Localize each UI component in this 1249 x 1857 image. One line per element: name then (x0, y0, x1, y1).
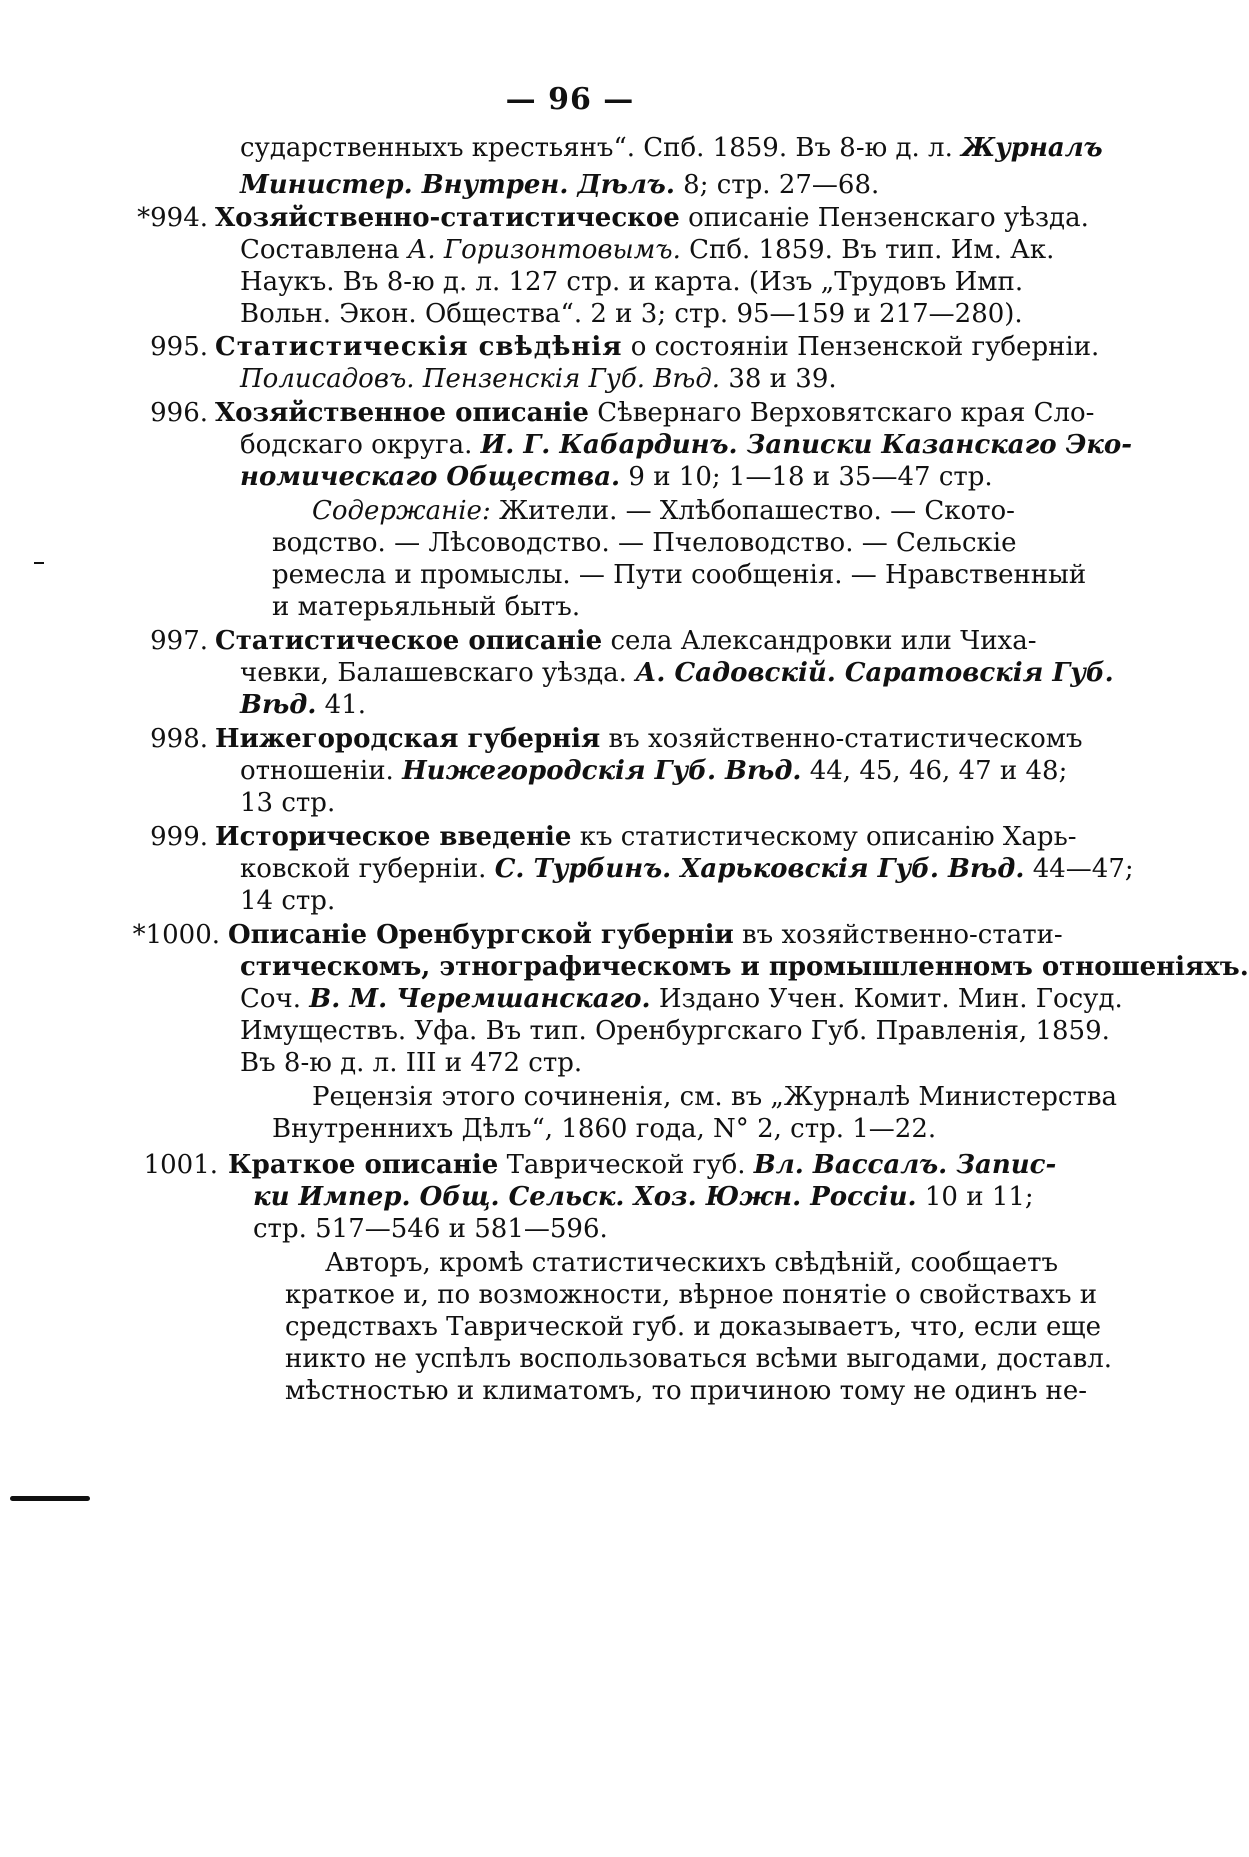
entry-number-996: 996. (150, 398, 208, 428)
continuation-line-1: сударственныхъ крестьянъ“. Спб. 1859. Въ 8-ю д. л. Журналъ (240, 133, 1103, 163)
entry-1000-line-5: Въ 8-ю д. л. III и 472 стр. (240, 1048, 583, 1078)
entry-994-line-3: Наукъ. Въ 8-ю д. л. 127 стр. и карта. (Изъ „Трудовъ Имп. (240, 267, 1024, 297)
entry-997-line-3: Вѣд. 41. (240, 690, 367, 720)
entry-994-line-1: Хозяйственно-статистическое описаніе Пензенскаго уѣзда. (215, 203, 1089, 233)
entry-998-line-1: Нижегородская губернія въ хозяйственно-статистическомъ (215, 724, 1083, 754)
entry-995-line-2: Полисадовъ. Пензенскія Губ. Вѣд. 38 и 39. (240, 364, 837, 394)
entry-995-line-1: Статистическія свѣдѣнія о состояніи Пензенской губерніи. (215, 332, 1100, 362)
entry-994-line-4: Вольн. Экон. Общества“. 2 и 3; стр. 95—159 и 217—280). (240, 299, 1023, 329)
entry-number-1001: 1001. (143, 1150, 218, 1180)
entry-number-997: 997. (150, 626, 208, 656)
entry-996-line-3: номическаго Общества. 9 и 10; 1—18 и 35—47 стр. (240, 462, 993, 492)
entry-1001-note-3: средствахъ Таврической губ. и доказываетъ, что, если еще (285, 1312, 1101, 1342)
entry-997-line-2: чевки, Балашевскаго уѣзда. А. Садовскій. Саратовскія Губ. (240, 658, 1114, 688)
entry-998-line-2: отношеніи. Нижегородскія Губ. Вѣд. 44, 45, 46, 47 и 48; (240, 756, 1068, 786)
entry-1000-line-1: Описаніе Оренбургской губерніи въ хозяйственно-стати- (228, 920, 1063, 950)
entry-997-line-1: Статистическое описаніе села Александровки или Чиха- (215, 626, 1037, 656)
entry-1001-note-1: Авторъ, кромѣ статистическихъ свѣдѣній, сообщаетъ (325, 1248, 1058, 1278)
entry-999-line-1: Историческое введеніе къ статистическому описанію Харь- (215, 822, 1077, 852)
entry-1001-note-2: краткое и, по возможности, вѣрное понятіе о свойствахъ и (285, 1280, 1098, 1310)
entry-1001-line-2: ки Импер. Общ. Сельск. Хоз. Южн. Россіи. 10 и 11; (253, 1182, 1034, 1212)
entry-994-line-2: Составлена А. Горизонтовымъ. Спб. 1859. Въ тип. Им. Ак. (240, 235, 1055, 265)
entry-996-note-1: Содержаніе: Жители. — Хлѣбопашество. — Ското- (312, 496, 1015, 526)
entry-number-994: *994. (137, 203, 208, 233)
entry-1001-line-3: стр. 517—546 и 581—596. (253, 1214, 608, 1244)
entry-999-line-2: ковской губерніи. С. Турбинъ. Харьковскія Губ. Вѣд. 44—47; (240, 854, 1134, 884)
entry-1000-note-2: Внутреннихъ Дѣлъ“, 1860 года, N° 2, стр. 1—22. (272, 1114, 937, 1144)
scan-speck (34, 562, 44, 564)
entry-number-1000: *1000. (132, 920, 220, 950)
entry-1000-line-3: Соч. В. М. Черемшанскаго. Издано Учен. Комит. Мин. Госуд. (240, 984, 1123, 1014)
page-number: — 96 — (505, 82, 635, 117)
entry-1001-note-5: мѣстностью и климатомъ, то причиною тому не одинъ не- (285, 1376, 1088, 1406)
entry-996-note-2: водство. — Лѣсоводство. — Пчеловодство. — Сельскіе (272, 528, 1017, 558)
entry-996-line-1: Хозяйственное описаніе Сѣвернаго Верховятскаго края Сло- (215, 398, 1095, 428)
entry-number-995: 995. (150, 332, 208, 362)
entry-1000-line-2: стическомъ, этнографическомъ и промышленномъ отношеніяхъ. (240, 952, 1249, 982)
entry-999-line-3: 14 стр. (240, 886, 336, 916)
entry-1001-line-1: Краткое описаніе Таврической губ. Вл. Вассалъ. Запис- (228, 1150, 1057, 1180)
entry-998-line-3: 13 стр. (240, 788, 336, 818)
entry-1000-note-1: Рецензія этого сочиненія, см. въ „Журналѣ Министерства (312, 1082, 1117, 1112)
entry-996-note-3: ремесла и промыслы. — Пути сообщенія. — Нравственный (272, 560, 1087, 590)
entry-number-999: 999. (150, 822, 208, 852)
entry-1001-note-4: никто не успѣлъ воспользоваться всѣми выгодами, доставл. (285, 1344, 1113, 1374)
entry-996-line-2: бодскаго округа. И. Г. Кабардинъ. Записки Казанскаго Эко- (240, 430, 1133, 460)
entry-996-note-4: и матерьяльный бытъ. (272, 592, 581, 622)
continuation-line-2: Министер. Внутрен. Дѣлъ. 8; стр. 27—68. (240, 170, 880, 200)
entry-number-998: 998. (150, 724, 208, 754)
scan-mark (10, 1496, 90, 1501)
entry-1000-line-4: Имуществъ. Уфа. Въ тип. Оренбургскаго Губ. Правленія, 1859. (240, 1016, 1110, 1046)
